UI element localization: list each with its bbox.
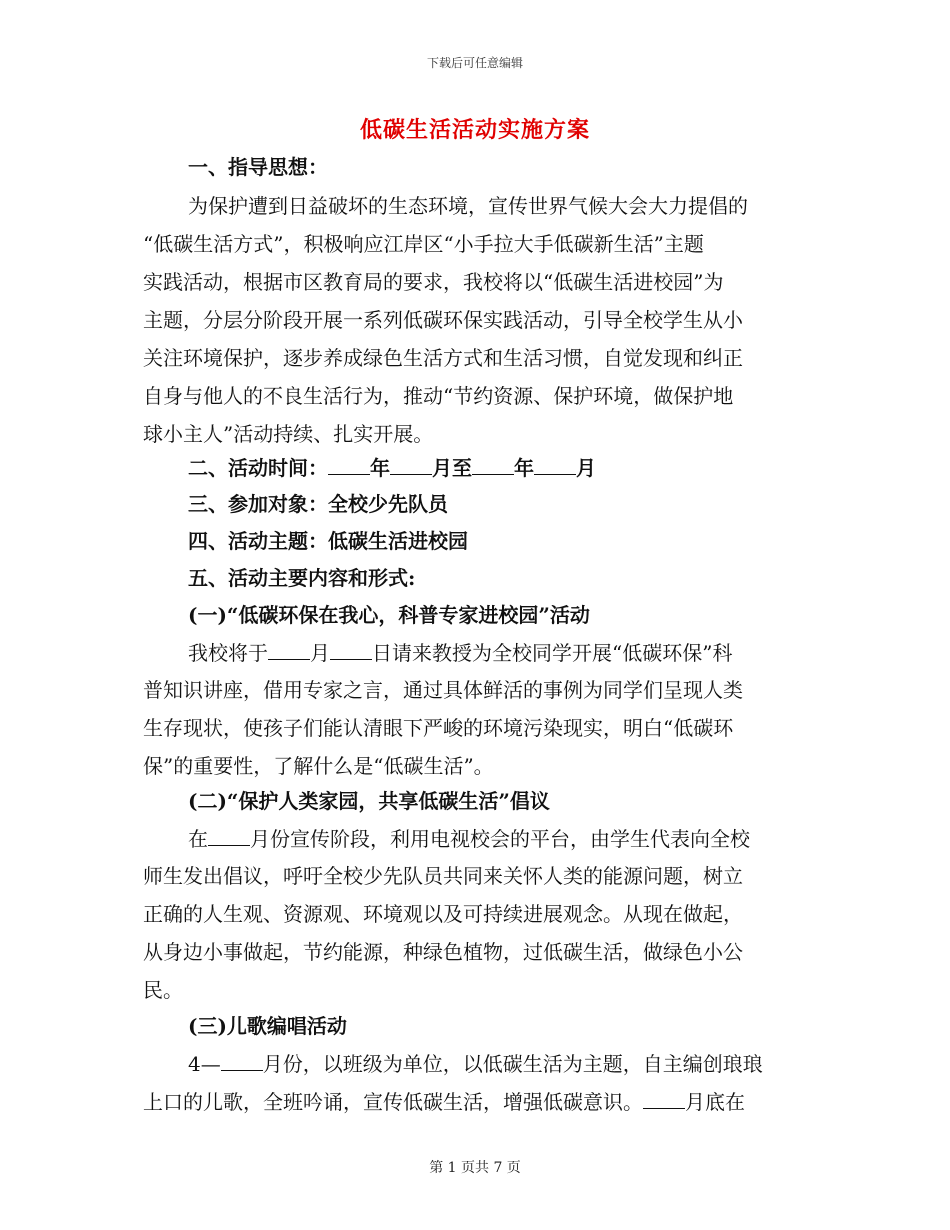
subsection-2-line: 师生发出倡议，呼吁全校少先队员共同来关怀人类的能源问题，树立 [143, 864, 743, 888]
blank-field [221, 1048, 263, 1071]
text-span: 日请来教授为全校同学开展“低碳环保”科 [372, 641, 733, 665]
blank-field [472, 452, 514, 475]
subsection-3-line [188, 1048, 858, 1078]
activity-time-label: 二、活动时间： [188, 456, 328, 480]
year-label: 年 [514, 456, 534, 480]
text-span: 月 [310, 641, 330, 665]
subsection-1-line: 生存现状，使孩子们能认清眼下严峻的环境污染现实，明白“低碳环 [143, 716, 734, 740]
paragraph-1-line: 关注环境保护，逐步养成绿色生活方式和生活习惯，自觉发现和纠正 [143, 346, 743, 370]
text-span: 月份宣传阶段，利用电视校会的平台，由学生代表向全校 [250, 827, 750, 851]
subsection-1-line [188, 637, 858, 667]
text-span: 我校将于 [188, 641, 268, 665]
subsection-2-line: 从身边小事做起，节约能源，种绿色植物，过低碳生活，做绿色小公 [143, 940, 743, 964]
blank-field [390, 452, 432, 475]
text-span: 上口的儿歌，全班吟诵，宣传低碳生活，增强低碳意识。 [143, 1090, 643, 1114]
text-span: 月份，以班级为单位，以低碳生活为主题，自主编创琅琅 [262, 1052, 763, 1076]
month-label: 月 [576, 456, 596, 480]
paragraph-1-line: 实践活动，根据市区教育局的要求，我校将以“低碳生活进校园”为 [143, 270, 724, 294]
text-span: 月底在 [685, 1090, 745, 1114]
section-1-heading: 一、指导思想： [188, 155, 328, 179]
section-4-theme: 四、活动主题：低碳生活进校园 [188, 529, 468, 553]
section-5-heading: 五、活动主要内容和形式: [188, 566, 416, 590]
paragraph-1-line: 球小主人”活动持续、扎实开展。 [143, 422, 434, 446]
subsection-2-line: 民。 [143, 978, 183, 1002]
section-2-activity-time [188, 452, 858, 482]
blank-field [534, 452, 576, 475]
subsection-3-heading: (三)儿歌编唱活动 [188, 1014, 347, 1038]
paragraph-1-line: 为保护遭到日益破坏的生态环境，宣传世界气候大会大力提倡的 [188, 194, 748, 218]
page-footer: 第 1 页共 7 页 [429, 1160, 521, 1176]
page-header: 下载后可任意编辑 [426, 56, 523, 70]
paragraph-1-line: “低碳生活方式”，积极响应江岸区“小手拉大手低碳新生活”主题 [143, 232, 704, 256]
month-to-label: 月至 [432, 456, 472, 480]
year-label: 年 [370, 456, 390, 480]
blank-field [208, 823, 250, 846]
subsection-1-line: 普知识讲座，借用专家之言，通过具体鲜活的事例为同学们呈现人类 [143, 678, 743, 702]
text-span: 4— [188, 1052, 221, 1076]
section-3-participants: 三、参加对象：全校少先队员 [188, 492, 448, 516]
subsection-3-line [143, 1086, 813, 1116]
paragraph-1-line: 主题，分层分阶段开展一系列低碳环保实践活动，引导全校学生从小 [143, 308, 743, 332]
blank-field [330, 637, 372, 660]
blank-field [268, 637, 310, 660]
subsection-1-line: 保”的重要性，了解什么是“低碳生活”。 [143, 754, 494, 778]
subsection-2-line [188, 823, 858, 853]
subsection-2-line: 正确的人生观、资源观、环境观以及可持续进展观念。从现在做起， [143, 902, 743, 926]
text-span: 在 [188, 827, 208, 851]
document-title: 低碳生活活动实施方案 [359, 117, 590, 143]
subsection-1-heading: (一)“低碳环保在我心，科普专家进校园”活动 [188, 603, 590, 627]
subsection-2-heading: (二)“保护人类家园，共享低碳生活”倡议 [188, 789, 550, 813]
blank-field [643, 1086, 685, 1109]
blank-field [328, 452, 370, 475]
paragraph-1-line: 自身与他人的不良生活行为，推动“节约资源、保护环境，做保护地 [143, 384, 734, 408]
